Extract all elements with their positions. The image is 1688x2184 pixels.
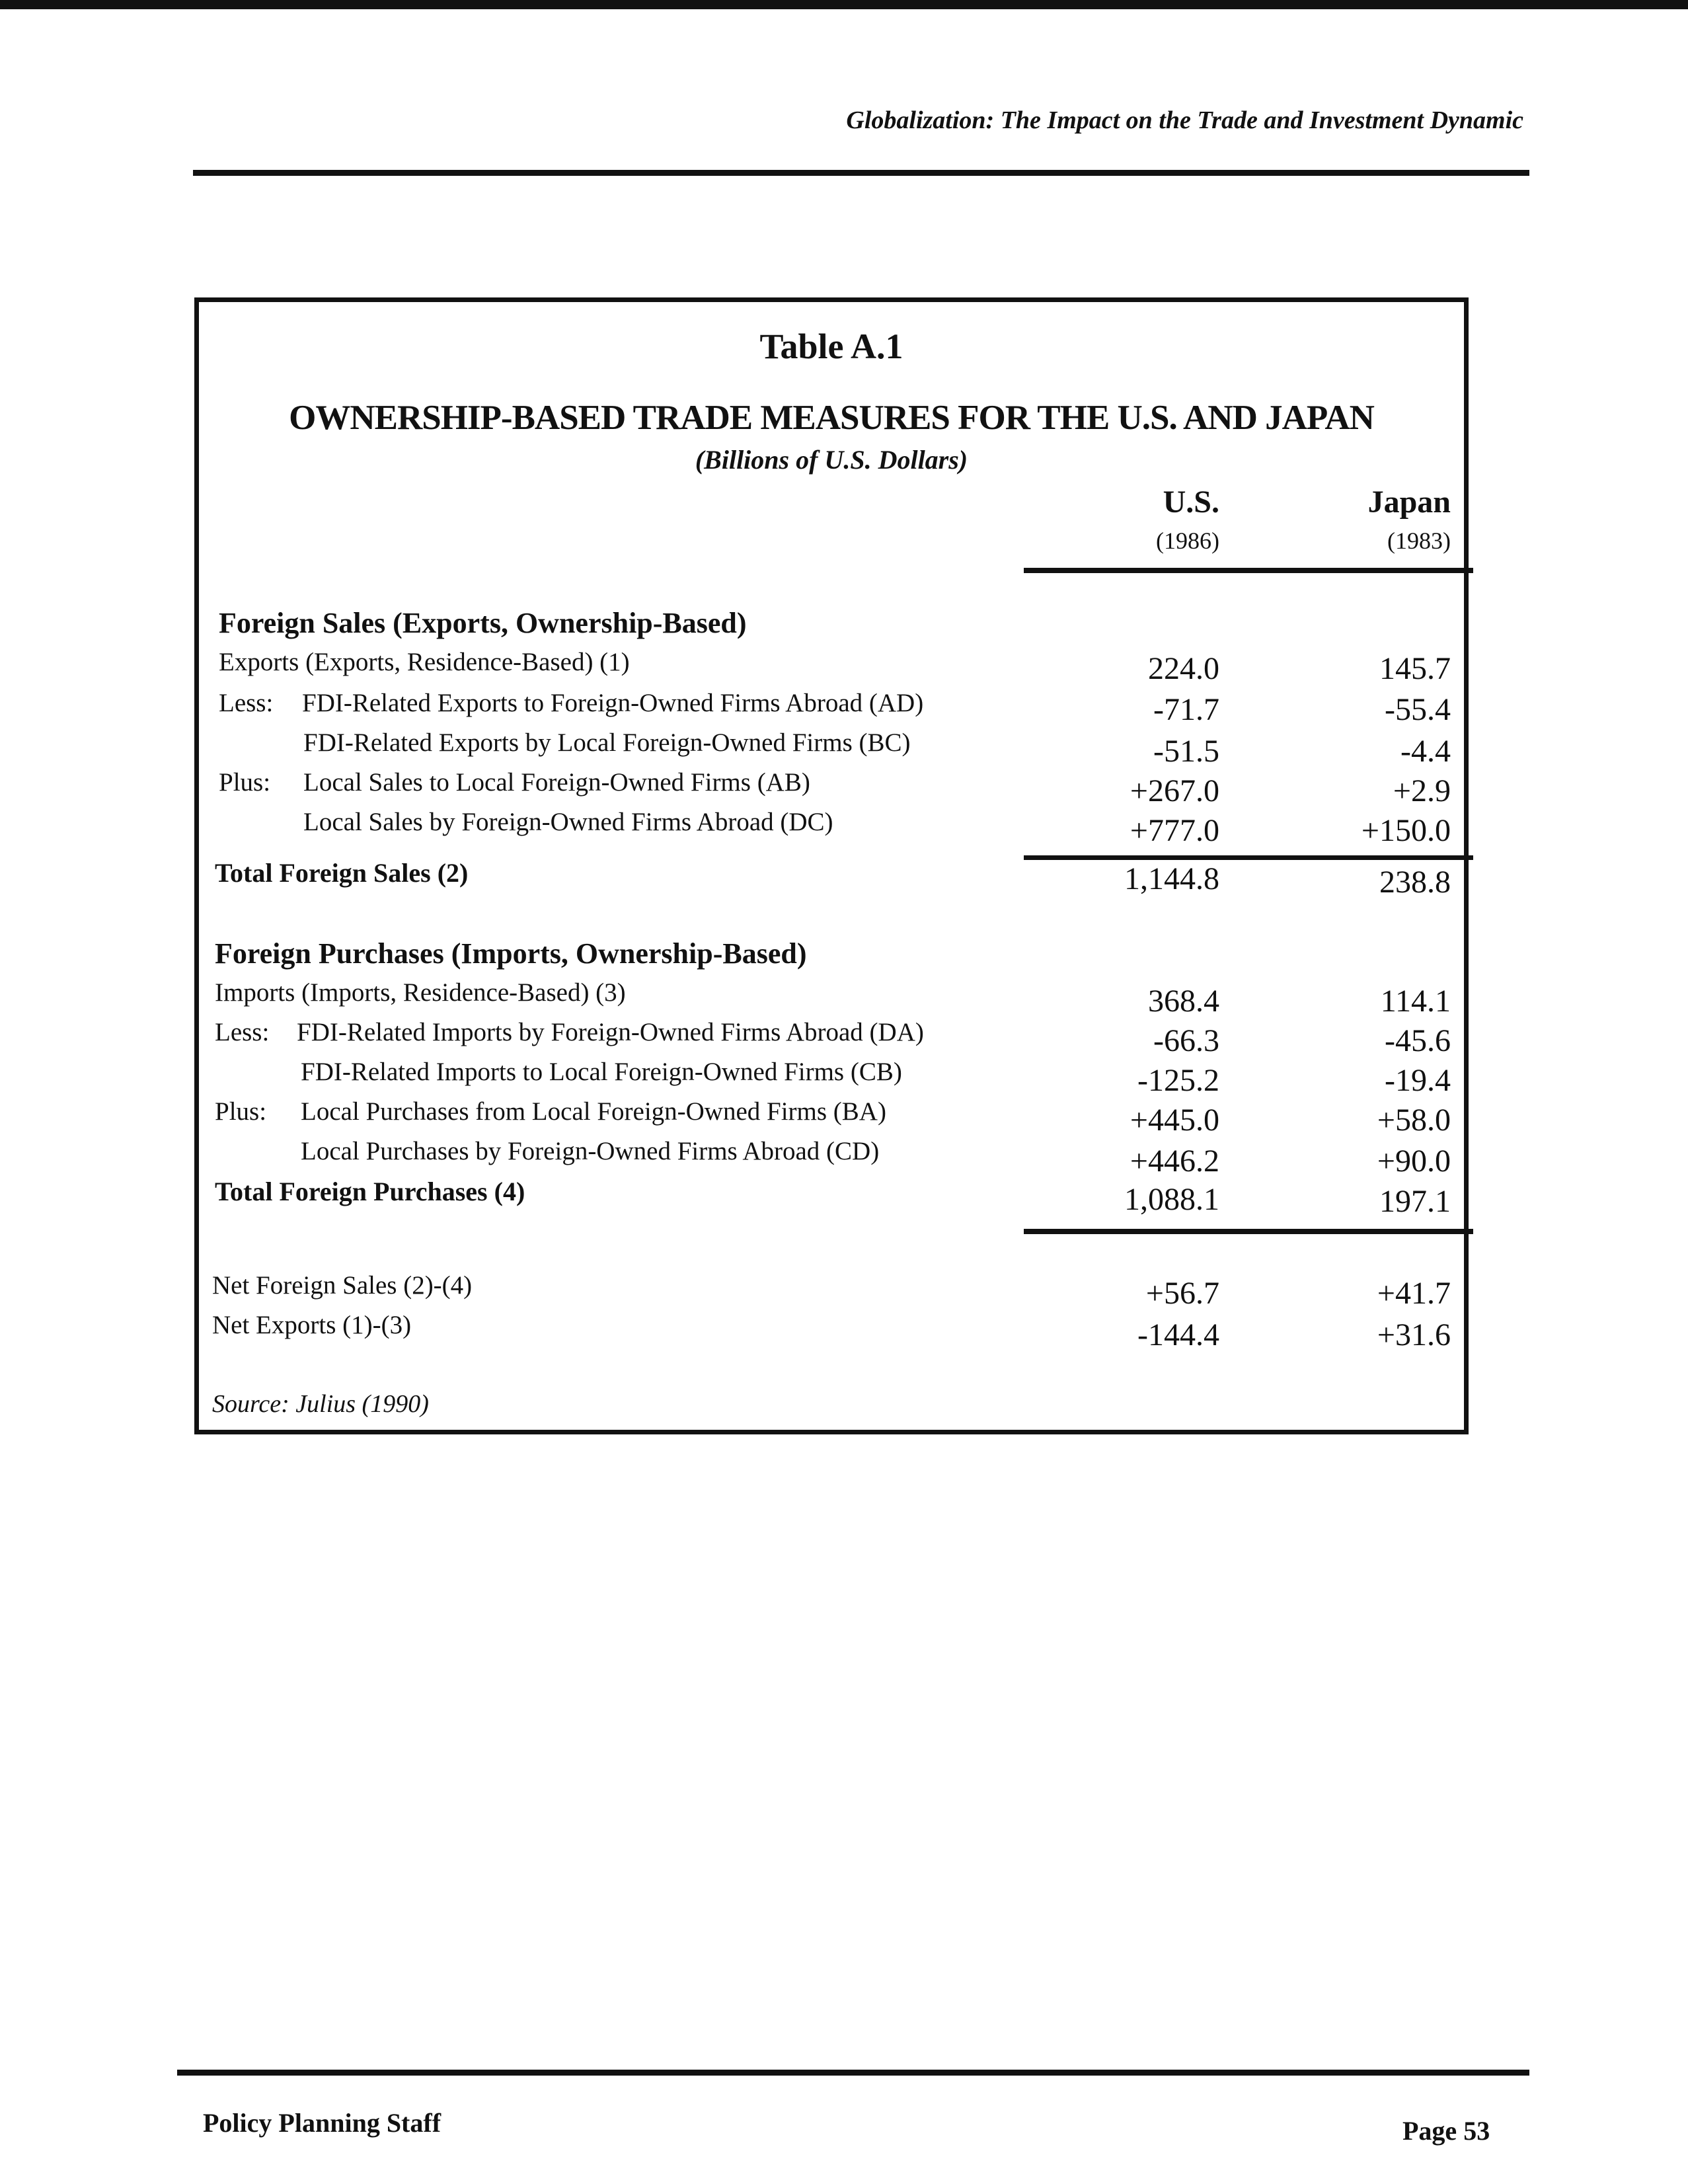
row-label: Local Purchases from Local Foreign-Owned Firms (BA) bbox=[301, 1097, 886, 1126]
scan-edge bbox=[0, 0, 1688, 9]
cell-japan: +90.0 bbox=[1377, 1144, 1451, 1179]
cell-japan: +150.0 bbox=[1361, 813, 1451, 848]
column-year-japan: (1983) bbox=[1387, 527, 1451, 554]
row-label: FDI-Related Exports by Local Foreign-Owned Firms (BC) bbox=[303, 728, 911, 757]
cell-japan: +58.0 bbox=[1377, 1103, 1451, 1138]
column-header-rule bbox=[1024, 568, 1473, 573]
cell-japan: +2.9 bbox=[1393, 773, 1451, 808]
row-prefix: Less: bbox=[219, 689, 274, 717]
net-label: Net Exports (1)-(3) bbox=[212, 1311, 412, 1339]
cell-japan: -45.6 bbox=[1385, 1023, 1451, 1058]
cell-us: +267.0 bbox=[1130, 773, 1219, 808]
table-units: (Billions of U.S. Dollars) bbox=[695, 445, 968, 475]
purchases-total-label: Total Foreign Purchases (4) bbox=[215, 1177, 525, 1206]
page-number: Page 53 bbox=[1402, 2116, 1490, 2146]
row-label: Local Sales by Foreign-Owned Firms Abroad (DC) bbox=[303, 808, 833, 836]
table-title: OWNERSHIP-BASED TRADE MEASURES FOR THE U.S. AND JAPAN bbox=[289, 399, 1374, 437]
sales-total-rule bbox=[1024, 855, 1473, 860]
table-number: Table A.1 bbox=[759, 327, 903, 366]
purchases-total-japan: 197.1 bbox=[1379, 1184, 1451, 1219]
purchases-heading: Foreign Purchases (Imports, Ownership-Based) bbox=[215, 937, 807, 970]
net-japan: +41.7 bbox=[1377, 1276, 1451, 1311]
cell-us: +446.2 bbox=[1130, 1144, 1219, 1179]
cell-japan: -19.4 bbox=[1385, 1063, 1451, 1098]
cell-us: 368.4 bbox=[1148, 984, 1219, 1019]
cell-us: -125.2 bbox=[1137, 1063, 1219, 1098]
sales-total-japan: 238.8 bbox=[1379, 865, 1451, 900]
footer-organization: Policy Planning Staff bbox=[203, 2108, 441, 2138]
cell-us: 224.0 bbox=[1148, 651, 1219, 686]
purchases-total-us: 1,088.1 bbox=[1124, 1182, 1219, 1217]
row-label: FDI-Related Imports to Local Foreign-Owned Firms (CB) bbox=[301, 1058, 902, 1086]
column-header-us: U.S. bbox=[1163, 485, 1219, 520]
cell-japan: -55.4 bbox=[1385, 692, 1451, 727]
header-rule bbox=[193, 170, 1529, 176]
row-prefix: Plus: bbox=[219, 768, 271, 797]
cell-us: -66.3 bbox=[1153, 1023, 1219, 1058]
table-source: Source: Julius (1990) bbox=[212, 1390, 429, 1418]
row-prefix: Plus: bbox=[215, 1097, 267, 1126]
net-japan: +31.6 bbox=[1377, 1317, 1451, 1352]
table-box bbox=[194, 297, 1469, 1434]
cell-us: +445.0 bbox=[1130, 1103, 1219, 1138]
column-year-us: (1986) bbox=[1156, 527, 1219, 554]
running-header: Globalization: The Impact on the Trade and Investment Dynamic bbox=[846, 106, 1523, 134]
row-label: FDI-Related Imports by Foreign-Owned Firms Abroad (DA) bbox=[297, 1018, 924, 1046]
net-label: Net Foreign Sales (2)-(4) bbox=[212, 1271, 473, 1300]
row-label: Local Purchases by Foreign-Owned Firms Abroad (CD) bbox=[301, 1137, 880, 1165]
cell-japan: 114.1 bbox=[1380, 984, 1451, 1019]
net-us: +56.7 bbox=[1145, 1276, 1219, 1311]
footer-rule bbox=[177, 2070, 1529, 2076]
cell-japan: -4.4 bbox=[1400, 734, 1451, 769]
row-label: Exports (Exports, Residence-Based) (1) bbox=[219, 648, 630, 676]
row-prefix: Less: bbox=[215, 1018, 270, 1046]
purchases-total-rule bbox=[1024, 1229, 1473, 1234]
sales-total-us: 1,144.8 bbox=[1124, 861, 1219, 896]
column-header-japan: Japan bbox=[1367, 485, 1451, 520]
cell-japan: 145.7 bbox=[1379, 651, 1451, 686]
row-label: Local Sales to Local Foreign-Owned Firms (AB) bbox=[303, 768, 810, 797]
row-label: FDI-Related Exports to Foreign-Owned Firms Abroad (AD) bbox=[302, 689, 924, 717]
cell-us: -51.5 bbox=[1153, 734, 1219, 769]
cell-us: -71.7 bbox=[1153, 692, 1219, 727]
net-us: -144.4 bbox=[1137, 1317, 1219, 1352]
row-label: Imports (Imports, Residence-Based) (3) bbox=[215, 978, 626, 1007]
sales-total-label: Total Foreign Sales (2) bbox=[215, 858, 469, 888]
cell-us: +777.0 bbox=[1130, 813, 1219, 848]
sales-heading: Foreign Sales (Exports, Ownership-Based) bbox=[219, 607, 747, 639]
